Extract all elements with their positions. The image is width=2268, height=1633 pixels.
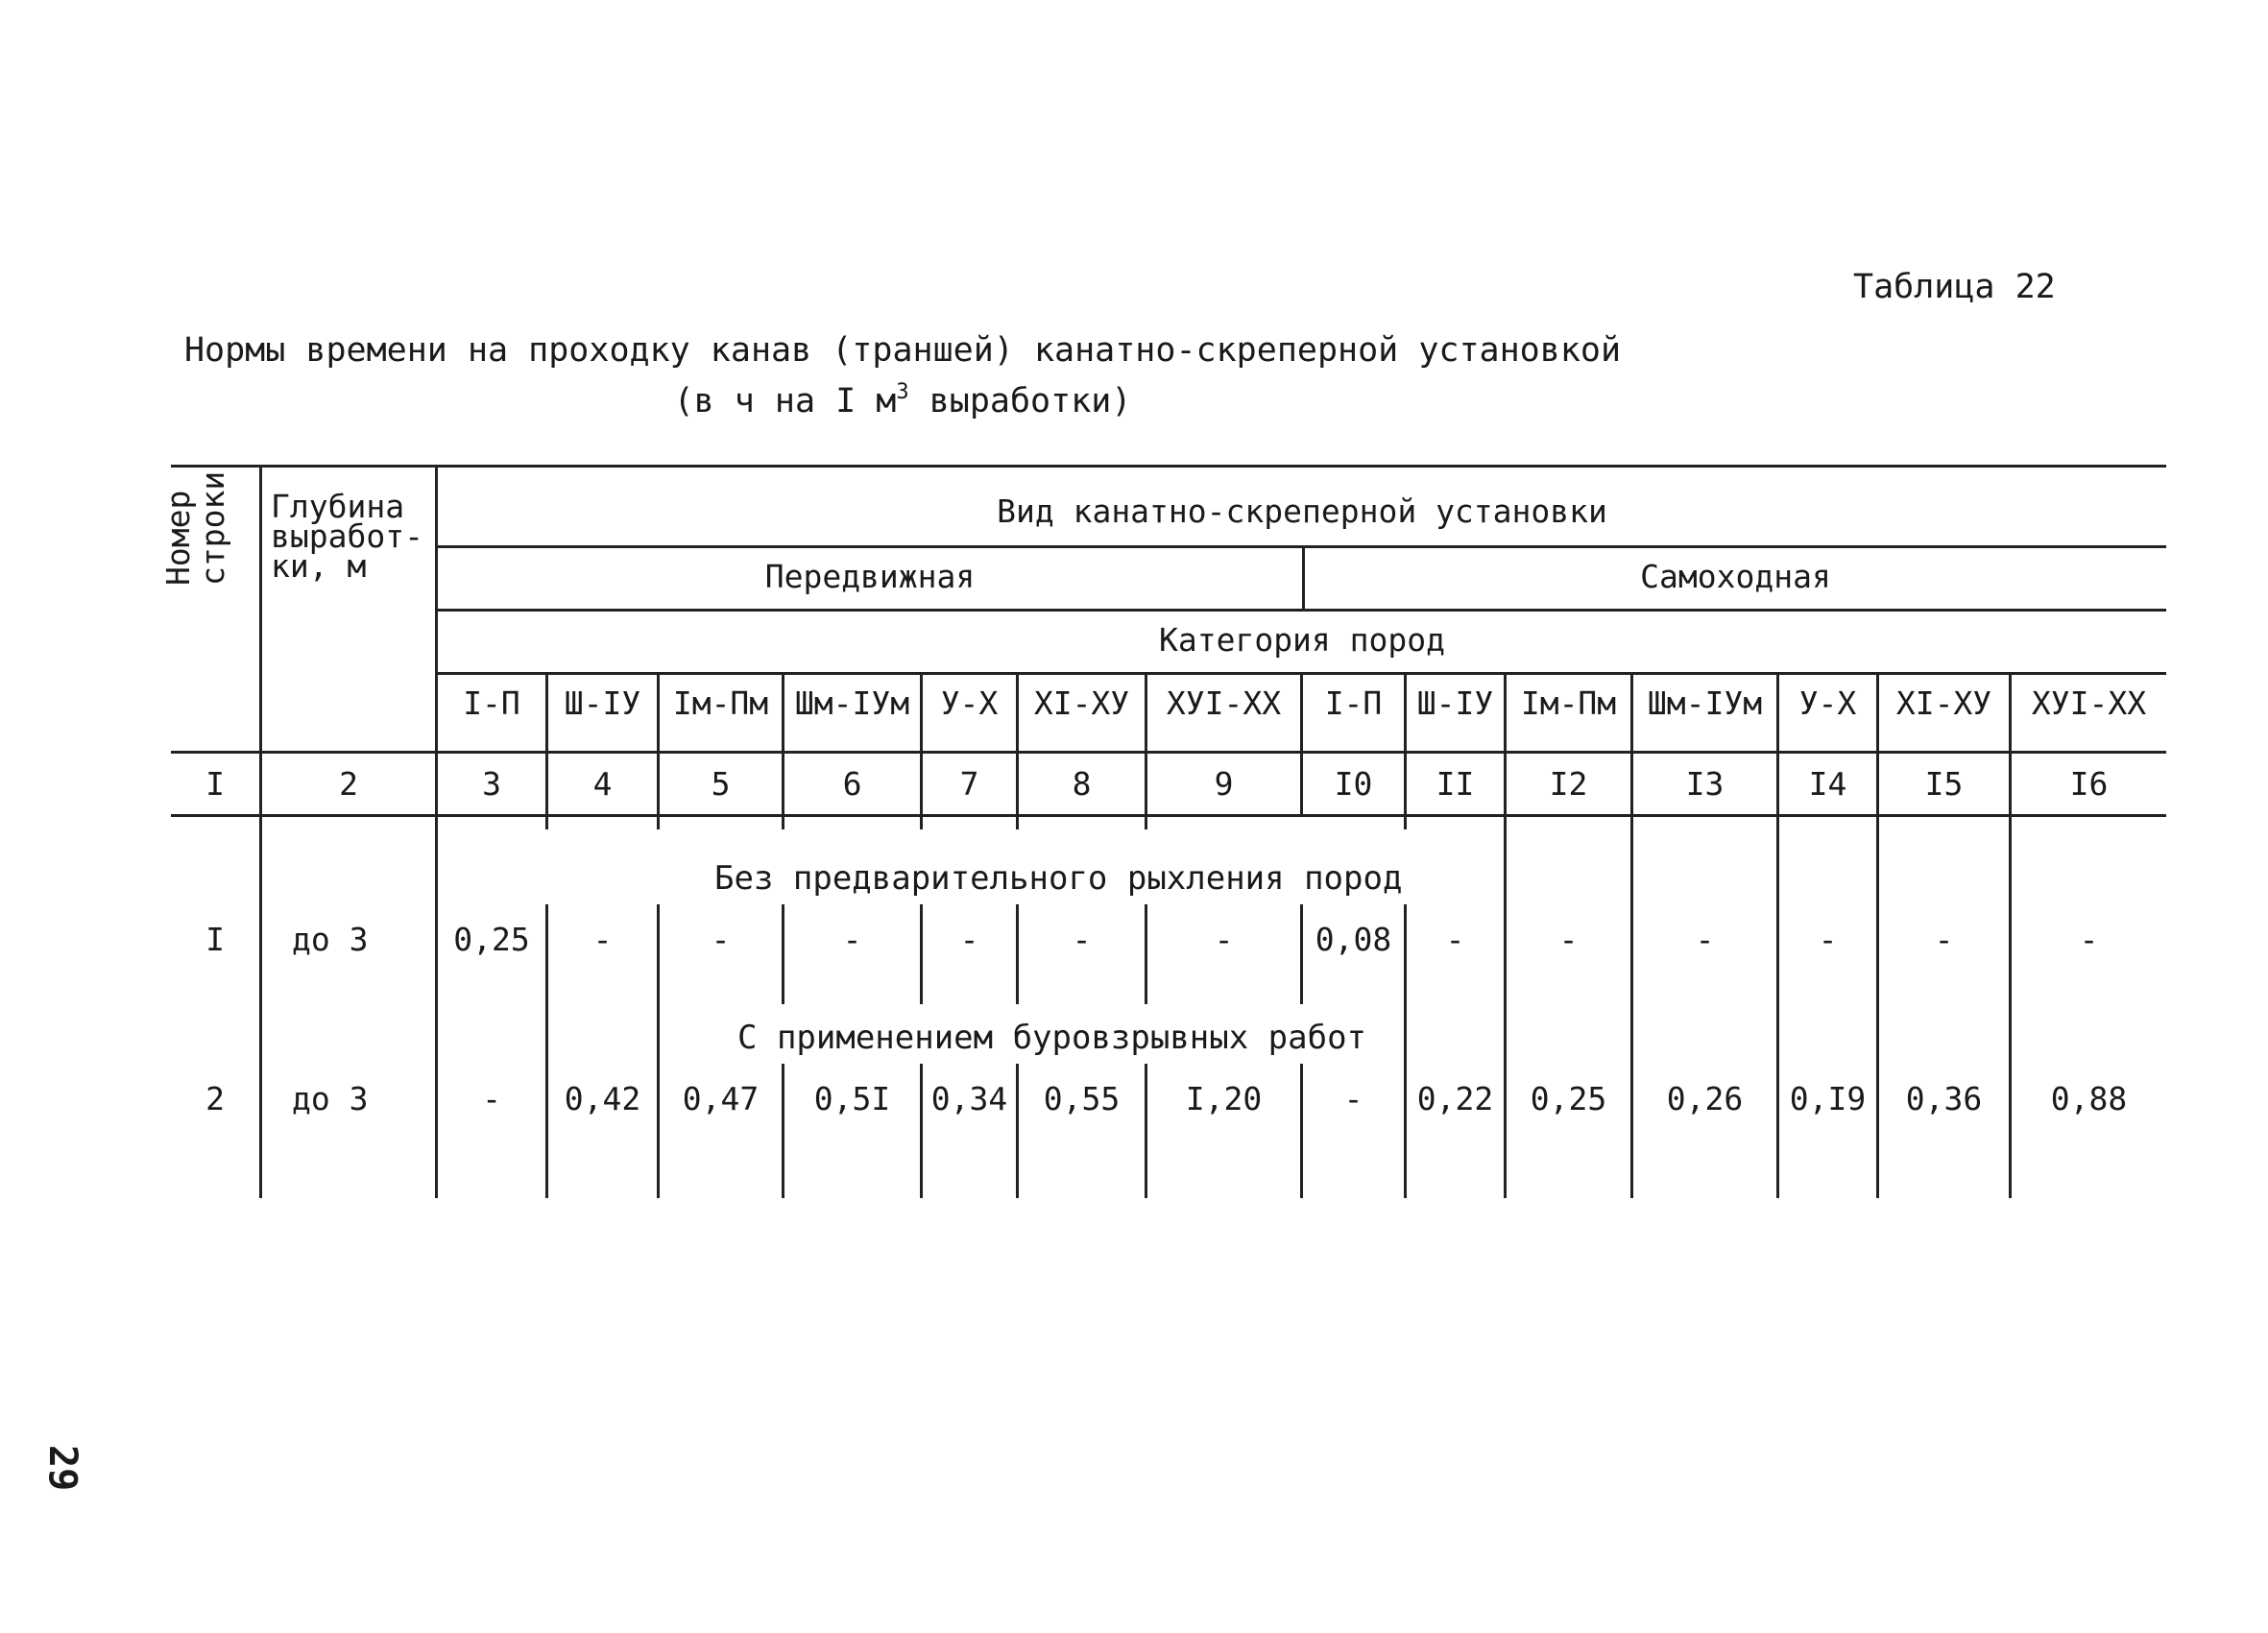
value-cell: - (2079, 921, 2099, 958)
rule-under-variant (435, 609, 2166, 612)
value-cell: - (1214, 921, 1234, 958)
value-cell: - (1934, 921, 1954, 958)
category-label: Ш-IУ (1416, 684, 1494, 722)
column-number: I3 (1685, 765, 1725, 803)
value-cell: - (711, 921, 731, 958)
value-cell: - (959, 921, 979, 958)
column-number: I6 (2069, 765, 2109, 803)
rule-body-1a (545, 814, 548, 829)
value-cell: 0,22 (1416, 1080, 1494, 1117)
value-cell: - (1445, 921, 1465, 958)
self-propelled-header: Самоходная (1640, 558, 1831, 595)
rule-under-header (171, 751, 2166, 754)
row-depth: до 3 (292, 1080, 369, 1117)
column-number: I (205, 765, 225, 803)
value-cell: - (1072, 921, 1092, 958)
depth-header: Глубина выработ- ки, м (271, 488, 423, 585)
value-cell: 0,25 (453, 921, 530, 958)
rule-body-8a (1404, 814, 1407, 829)
value-cell: 0,08 (1315, 921, 1392, 958)
value-cell: - (1343, 1080, 1363, 1117)
column-number: 7 (959, 765, 979, 803)
value-cell: - (1558, 921, 1579, 958)
section-label: С применением буровзрывных работ (737, 1019, 1367, 1057)
column-number: 3 (482, 765, 501, 803)
installation-type-header: Вид канатно-скреперной установки (997, 492, 1607, 530)
value-cell: - (1695, 921, 1715, 958)
row-number-header-line1: Номер (159, 490, 197, 586)
column-number: 2 (339, 765, 358, 803)
rule-body-2a (657, 814, 660, 829)
value-cell: 0,36 (1905, 1080, 1983, 1117)
column-number: I2 (1549, 765, 1588, 803)
value-cell: - (592, 921, 613, 958)
category-label: Шм-IУм (1647, 684, 1763, 722)
value-cell: 0,34 (930, 1080, 1008, 1117)
table-subtitle (0, 382, 1805, 419)
category-label: XУI-XX (2031, 684, 2147, 722)
rule-top (171, 465, 2166, 468)
value-cell: 0,42 (564, 1080, 641, 1117)
row-depth: до 3 (292, 921, 369, 958)
rule-body-12 (1876, 814, 1879, 1198)
category-label: Iм-Пм (672, 684, 769, 722)
rule-body-4a (920, 814, 923, 829)
value-cell: 0,25 (1530, 1080, 1607, 1117)
column-number: 6 (842, 765, 862, 803)
rule-body-9 (1504, 814, 1507, 1198)
category-label: У-Х (1798, 684, 1857, 722)
category-label: I-П (1324, 684, 1383, 722)
value-cell: - (482, 1080, 501, 1117)
category-label: Ш-IУ (564, 684, 641, 722)
column-number: I5 (1924, 765, 1964, 803)
mobile-header: Передвижная (764, 558, 976, 595)
rule-under-type (435, 545, 2166, 548)
value-cell: I,20 (1185, 1080, 1263, 1117)
value-cell: 0,88 (2050, 1080, 2128, 1117)
section-label: Без предварительного рыхления пород (714, 859, 1403, 898)
column-number: 9 (1214, 765, 1234, 803)
row-number: 2 (205, 1080, 225, 1117)
subtitle-end: выработки) (908, 382, 1132, 420)
value-cell: 0,I9 (1789, 1080, 1867, 1117)
subtitle-superscript: 3 (896, 380, 909, 404)
category-label: У-Х (940, 684, 999, 722)
column-number: I4 (1808, 765, 1847, 803)
rule-body-13 (2009, 814, 2012, 1198)
value-cell: - (1818, 921, 1838, 958)
value-cell: 0,5I (813, 1080, 891, 1117)
rule-col-1 (259, 465, 262, 1198)
value-cell: - (842, 921, 862, 958)
rule-body-11 (1776, 814, 1779, 1198)
rule-body-3a (782, 814, 784, 829)
rule-under-numbers (171, 814, 2166, 817)
column-number: II (1436, 765, 1475, 803)
column-number: 4 (592, 765, 613, 803)
category-label: XI-XУ (1895, 684, 1992, 722)
row-number-header-line2: строки (194, 470, 231, 586)
category-label: Шм-IУм (794, 684, 910, 722)
row-number: I (205, 921, 225, 958)
rule-body-10 (1630, 814, 1633, 1198)
category-label: XУI-XX (1166, 684, 1282, 722)
category-label: XI-XУ (1033, 684, 1130, 722)
category-label: I-П (463, 684, 520, 722)
table-label: Таблица 22 (1853, 268, 2056, 306)
subtitle-start: (в ч на I м (673, 382, 897, 420)
value-cell: 0,55 (1043, 1080, 1121, 1117)
column-number: 8 (1072, 765, 1092, 803)
rule-body-6a (1145, 814, 1147, 829)
page-number: 29 (40, 1445, 84, 1492)
row-number-header (161, 471, 230, 586)
column-number: 5 (711, 765, 731, 803)
rock-category-header: Категория пород (1158, 621, 1445, 659)
table-title: Нормы времени на проходку канав (траншей) канатно-скреперной установкой (183, 331, 1622, 370)
rule-body-5a (1016, 814, 1019, 829)
value-cell: 0,26 (1666, 1080, 1744, 1117)
category-label: Iм-Пм (1520, 684, 1617, 722)
value-cell: 0,47 (682, 1080, 760, 1117)
column-number: I0 (1334, 765, 1373, 803)
